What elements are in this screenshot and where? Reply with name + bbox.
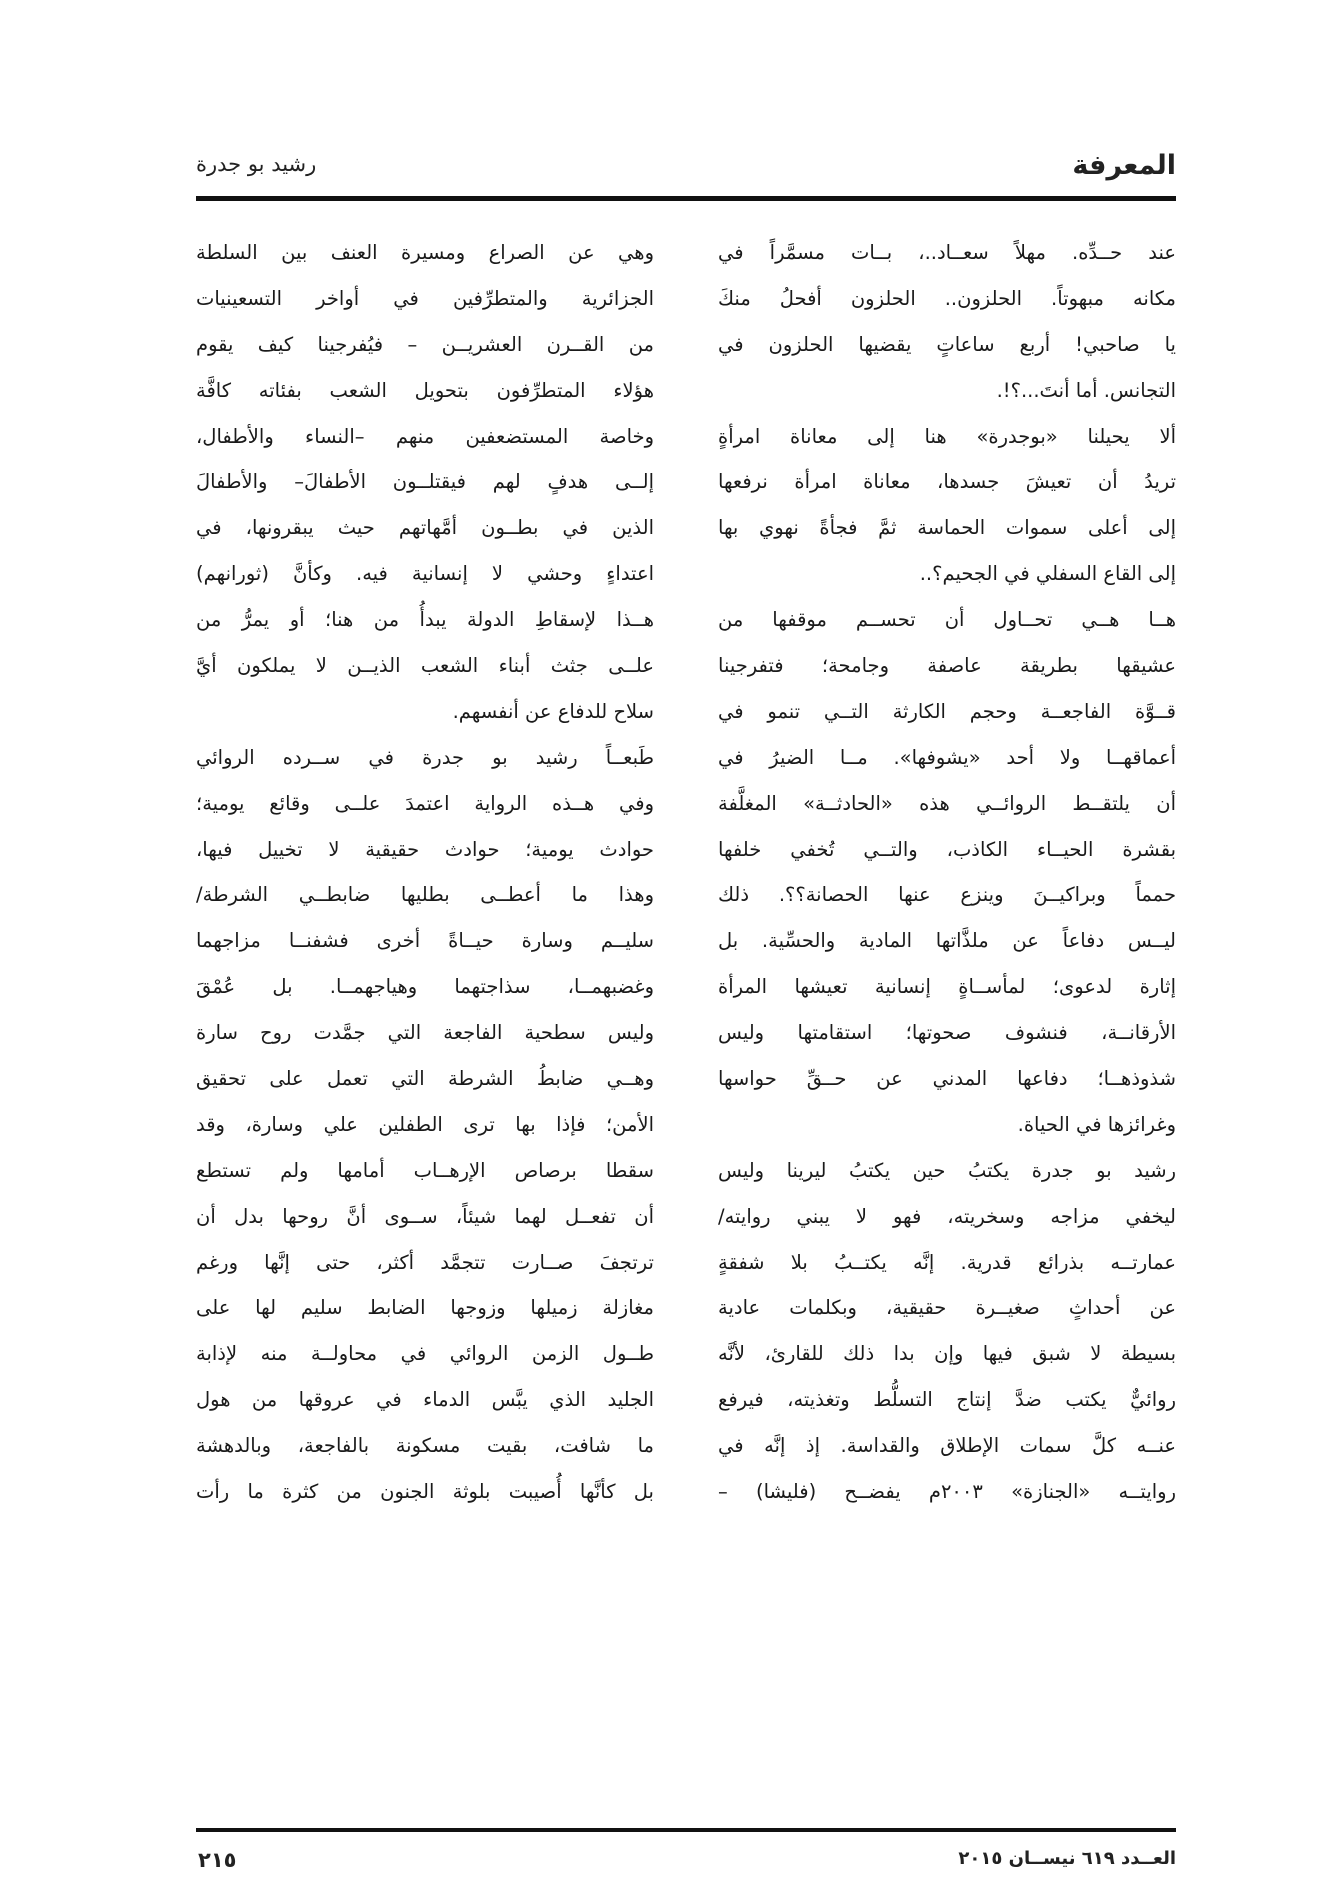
text-line: عنــه كلَّ سمات الإطلاق والقداسة. إذ إنَّه في (718, 1434, 1176, 1458)
text-line: علــى جثث أبناء الشعب الذيــن لا يملكون أيَّ (196, 654, 654, 678)
text-line: سقطا برصاص الإرهــاب أمامها ولم تستطع (196, 1158, 654, 1182)
text-line: شذوذهــا؛ دفاعها المدني عن حــقِّ حواسها (718, 1067, 1176, 1091)
text-column-left (196, 230, 654, 1805)
running-author-name: رشيد بو جدرة (196, 152, 317, 176)
text-line: هــا هــي تحــاول أن تحســم موقفها من (718, 608, 1176, 632)
text-line: ما شافت، بقيت مسكونة بالفاجعة، وبالدهشة (196, 1434, 654, 1458)
text-line: عند حــدِّه. مهلاً سعــاد..، بــات مسمَّراً في (718, 241, 1176, 264)
text-line: اعتداءٍ وحشي لا إنسانية فيه. وكأنَّ (ثورانهم) (196, 562, 654, 586)
text-line: عمارتــه بذرائع قدرية. إنَّه يكتــبُ بلا شفقةٍ (718, 1250, 1176, 1274)
text-line: أن تفعــل لهما شيئاً، ســوى أنَّ روحها بدل أن (196, 1204, 654, 1228)
text-line: وهذا ما أعطــى بطليها ضابطــي الشرطة/ (196, 883, 654, 907)
text-line: التجانس. أما أنتَ...؟!. (996, 378, 1176, 402)
page-number: ٢١٥ (198, 1848, 237, 1872)
text-line: ليخفي مزاجه وسخريته، فهو لا يبني روايته/ (718, 1204, 1176, 1228)
text-line: روائيٌّ يكتب ضدَّ إنتاج التسلُّط وتغذيته، فيرفع (718, 1388, 1176, 1412)
text-line: إلى القاع السفلي في الجحيم؟.. (919, 562, 1176, 586)
text-line: أعماقهــا ولا أحد «يشوفها». مــا الضيرُ في (718, 745, 1176, 769)
text-line: عشيقها بطريقة عاصفة وجامحة؛ فتفرجينا (718, 654, 1176, 678)
text-line: بل كأنَّها أُصيبت بلوثة الجنون من كثرة ما رأت (196, 1480, 654, 1504)
text-line: إلــى هدفٍ لهم فيقتلــون الأطفالَ– والأطفالَ (196, 470, 654, 494)
text-line: الأمن؛ فإذا بها ترى الطفلين علي وسارة، وقد (196, 1112, 654, 1136)
text-line: الجزائرية والمتطرِّفين في أواخر التسعينيات (196, 286, 654, 310)
text-line: سلاح للدفاع عن أنفسهم. (452, 699, 654, 723)
text-line: بقشرة الحيــاء الكاذب، والتــي تُخفي خلفها (718, 837, 1176, 861)
text-line: وغرائزها في الحياة. (1017, 1112, 1176, 1136)
magazine-logo: المعرفة (1072, 150, 1176, 181)
text-line: وهي عن الصراع ومسيرة العنف بين السلطة (196, 241, 654, 264)
text-line: من القــرن العشريــن – فيُفرجينا كيف يقوم (196, 332, 654, 356)
text-line: وخاصة المستضعفين منهم –النساء والأطفال، (196, 424, 654, 448)
header-rule (196, 196, 1176, 201)
text-line: بسيطة لا شبق فيها وإن بدا ذلك للقارئ، لأنَّه (718, 1342, 1176, 1366)
text-line: قــوَّة الفاجعــة وحجم الكارثة التــي تنمو في (718, 699, 1176, 723)
text-line: يا صاحبي! أربع ساعاتٍ يقضيها الحلزون في (718, 332, 1176, 356)
text-line: وفي هــذه الرواية اعتمدَ علــى وقائع يومية؛ (196, 791, 654, 815)
text-line: مغازلة زميلها وزوجها الضابط سليم لها على (196, 1296, 654, 1320)
text-line: وهــي ضابطُ الشرطة التي تعمل على تحقيق (196, 1067, 654, 1091)
text-line: وليس سطحية الفاجعة التي جمَّدت روح سارة (196, 1021, 654, 1045)
text-line: مكانه مبهوتاً. الحلزون.. الحلزون أفحلُ منكَ (718, 286, 1176, 310)
text-line: الجليد الذي يبَّس الدماء في عروقها من هول (196, 1388, 654, 1412)
text-line: تريدُ أن تعيشَ جسدها، معاناة امرأة نرفعها (718, 470, 1176, 494)
text-line: عن أحداثٍ صغيــرة حقيقية، وبكلمات عادية (718, 1296, 1176, 1320)
text-line: أن يلتقــط الروائــي هذه «الحادثــة» المغلَّفة (718, 791, 1176, 815)
text-line: طَبعــاً رشيد بو جدرة في ســرده الروائي (196, 745, 654, 769)
footer-rule (196, 1828, 1176, 1832)
text-line: هؤلاء المتطرِّفون بتحويل الشعب بفئاته كافَّة (196, 378, 654, 402)
issue-info: العــدد ٦١٩ نيســان ٢٠١٥ (958, 1848, 1176, 1869)
text-line: ألا يحيلنا «بوجدرة» هنا إلى معاناة امرأةٍ (718, 424, 1176, 448)
text-line: حمماً وبراكيــنَ وينزع عنها الحصانة؟؟. ذلك (718, 883, 1176, 907)
text-line: هــذا لإسقاطِ الدولة يبدأُ من هنا؛ أو يمرُّ من (196, 608, 654, 632)
text-line: إلى أعلى سموات الحماسة ثمَّ فجأةً نهوي بها (718, 516, 1176, 540)
text-line: وغضبهمــا، سذاجتهما وهياجهمــا. بل عُمْقَ (196, 975, 654, 999)
text-line: إثارة لدعوى؛ لمأســاةٍ إنسانية تعيشها المرأة (718, 975, 1176, 999)
text-line: الأرقانــة، فنشوف صحوتها؛ استقامتها وليس (718, 1021, 1176, 1045)
text-line: روايتــه «الجنازة» ٢٠٠٣م يفضــح (فليشا) – (718, 1480, 1176, 1504)
text-line: حوادث يومية؛ حوادث حقيقية لا تخييل فيها، (196, 837, 654, 861)
text-line: طــول الزمن الروائي في محاولــة منه لإذابة (196, 1342, 654, 1366)
text-line: رشيد بو جدرة يكتبُ حين يكتبُ ليرينا وليس (718, 1158, 1176, 1182)
page-footer (196, 1848, 1176, 1888)
text-column-right (718, 230, 1176, 1805)
text-line: سليــم وسارة حيــاةً أخرى فشفنــا مزاجهما (196, 929, 654, 953)
text-line: ليــس دفاعاً عن ملذَّاتها المادية والحسِّية. بل (718, 929, 1176, 953)
text-line: الذين في بطــون أمَّهاتهم حيث يبقرونها، في (196, 516, 654, 540)
page-header (196, 150, 1176, 196)
text-line: ترتجفَ صــارت تتجمَّد أكثر، حتى إنَّها ورغم (196, 1250, 654, 1274)
